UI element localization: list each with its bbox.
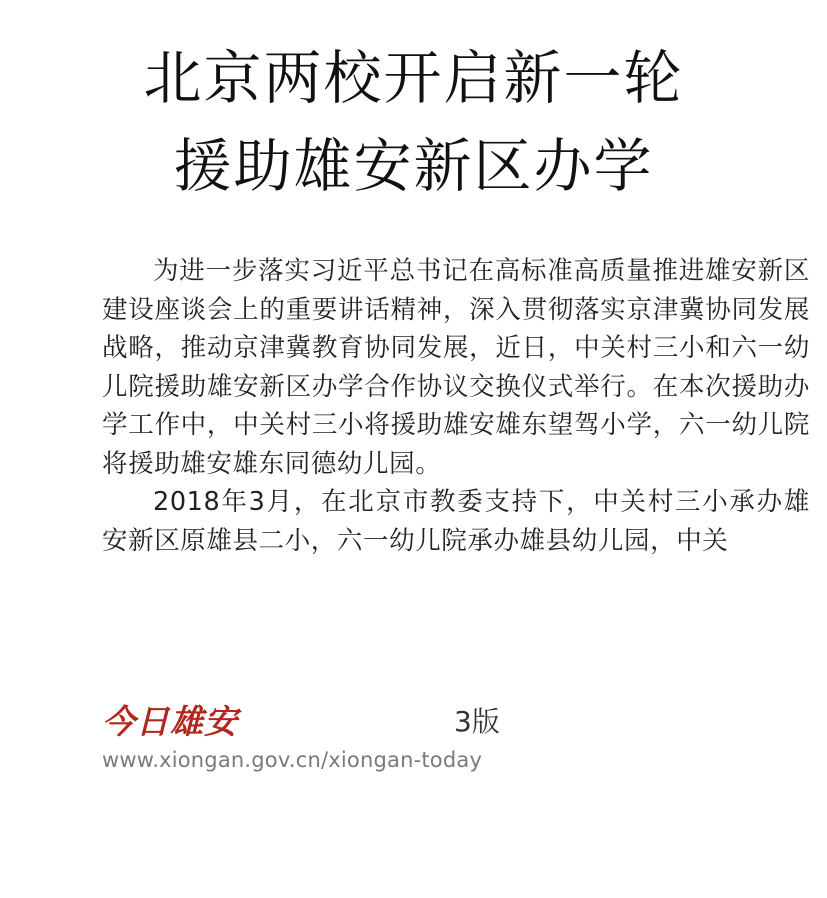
footer <box>102 700 522 774</box>
article-body <box>102 252 810 560</box>
masthead-logo: 今日雄安 <box>102 702 238 741</box>
masthead-row <box>102 700 522 746</box>
headline <box>0 34 827 210</box>
article-paragraph-2: 2018年3月，在北京市教委支持下，中关村三小承办雄安新区原雄县二小，六一幼儿院承办雄县幼儿园，中关 <box>102 487 810 556</box>
article-paragraph-1: 为进一步落实习近平总书记在高标准高质量推进雄安新区建设座谈会上的重要讲话精神，深入贯彻落实京津冀协同发展战略，推动京津冀教育协同发展，近日，中关村三小和六一幼儿院援助雄安新区办学合作协议交换仪式举行。在本次援助办学工作中，中关村三小将援助雄安雄东望驾小学，六一幼儿院将援助雄安雄东同德幼儿园。 <box>102 256 810 479</box>
site-url[interactable]: www.xiongan.gov.cn/xiongan-today <box>102 748 483 772</box>
page-number: 3版 <box>454 705 500 738</box>
headline-line-2: 援助雄安新区办学 <box>173 132 654 200</box>
headline-line-1: 北京两校开启新一轮 <box>143 44 684 112</box>
